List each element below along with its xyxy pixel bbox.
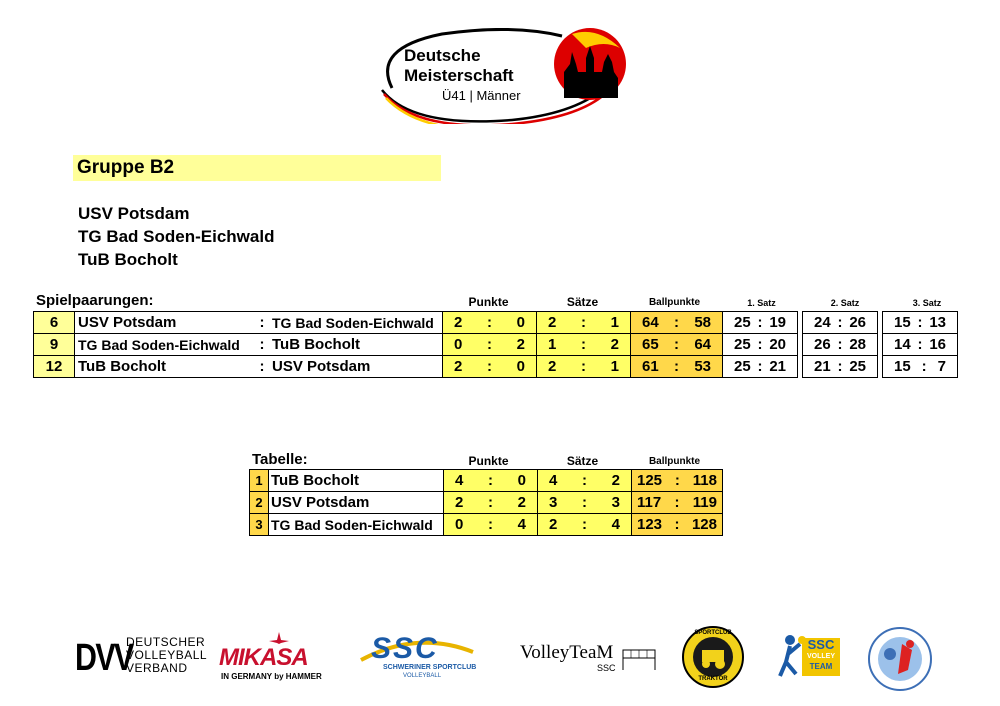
matches-points-header: Punkte	[468, 295, 509, 309]
sets-home: 2	[548, 314, 557, 331]
match-points: 0 : 2	[443, 334, 537, 356]
table-row	[34, 312, 958, 334]
match-separator: :	[259, 336, 265, 353]
ssc-subline-2: VOLLEYBALL	[403, 673, 442, 679]
standing-points: 2 : 2	[444, 492, 538, 514]
match-number: 9	[34, 334, 75, 356]
points-away: 0	[516, 314, 525, 331]
points-home: 2	[454, 358, 463, 375]
match-set3: 15 : 13	[883, 312, 958, 334]
table-row	[250, 470, 723, 492]
table-row	[250, 514, 723, 536]
volleyball-net-icon	[622, 646, 658, 672]
points-lost: 0	[517, 472, 526, 489]
match-ballpoints: 61 : 53	[631, 356, 723, 378]
standings-ballpoints-header: Ballpunkte	[648, 456, 701, 467]
volleyteam-logo	[520, 642, 660, 676]
dvv-line-2: VOLLEYBALL	[126, 648, 208, 662]
standing-team: TuB Bocholt	[269, 470, 444, 492]
sets-won: 3	[549, 494, 558, 511]
standing-team: USV Potsdam	[269, 492, 444, 514]
standing-ballpoints: 117 : 119	[632, 492, 723, 514]
traktor-bottom-text: TRAKTOR	[698, 676, 728, 682]
ballpoints-home: 64	[642, 314, 659, 331]
ssc-volleyteam-line-2: VOLLEY	[806, 653, 835, 660]
match-set2: 21 : 25	[803, 356, 878, 378]
standings-sets-header: Sätze	[566, 454, 599, 468]
set2-away: 28	[849, 336, 866, 353]
set1-away: 20	[769, 336, 786, 353]
matches-set3-header: 3. Satz	[912, 298, 942, 308]
table-row	[34, 334, 958, 356]
set2-away: 25	[849, 358, 866, 375]
dvv-line-1: DEUTSCHER	[126, 635, 206, 649]
ssc-volleyteam-logo	[776, 634, 842, 680]
set3-away: 7	[937, 358, 946, 375]
match-pairing	[75, 312, 443, 334]
set1-away: 19	[769, 314, 786, 331]
regional-association-seal	[866, 626, 934, 692]
set3-home: 15	[894, 358, 911, 375]
match-set3: 15 : 7	[883, 356, 958, 378]
match-number: 6	[34, 312, 75, 334]
match-away-team: USV Potsdam	[272, 358, 371, 375]
standing-team: TG Bad Soden-Eichwald	[269, 514, 444, 536]
standing-rank: 1	[250, 470, 269, 492]
standing-sets: 2 : 4	[538, 514, 632, 536]
match-set1: 25 : 19	[723, 312, 798, 334]
sets-home: 2	[548, 358, 557, 375]
traktor-top-text: SPORTCLUB	[694, 630, 732, 636]
ssc-volleyteam-line-3: TEAM	[809, 662, 833, 671]
ssc-subline-1: SCHWERINER SPORTCLUB	[383, 664, 477, 671]
ballpoints-won: 125	[637, 472, 663, 489]
set1-home: 25	[734, 314, 751, 331]
standings-points-header: Punkte	[468, 454, 509, 468]
sets-home: 1	[548, 336, 557, 353]
volleyteam-wordmark: VolleyTeaM	[520, 642, 614, 663]
match-away-team: TuB Bocholt	[272, 336, 361, 353]
set2-away: 26	[849, 314, 866, 331]
match-points: 2 : 0	[443, 312, 537, 334]
points-won: 4	[455, 472, 464, 489]
ballpoints-lost: 128	[691, 516, 717, 533]
ballpoints-lost: 118	[692, 472, 717, 489]
sets-away: 1	[610, 314, 619, 331]
sets-lost: 4	[611, 516, 620, 533]
matches-label: Spielpaarungen:	[36, 292, 154, 309]
match-sets: 2 : 1	[537, 312, 631, 334]
ballpoints-away: 64	[694, 336, 711, 353]
matches-set2-header: 2. Satz	[830, 298, 860, 308]
sets-lost: 3	[611, 494, 620, 511]
standing-ballpoints: 123 : 128	[632, 514, 723, 536]
sets-won: 4	[549, 472, 558, 489]
set1-home: 25	[734, 358, 751, 375]
match-home-team: TG Bad Soden-Eichwald	[78, 336, 240, 353]
logo-line-2: Meisterschaft	[404, 66, 514, 85]
mikasa-star-icon	[269, 632, 289, 644]
match-home-team: TuB Bocholt	[78, 358, 167, 375]
match-set2: 26 : 28	[803, 334, 878, 356]
standings-table	[249, 469, 723, 536]
matches-ballpoints-header: Ballpunkte	[648, 297, 701, 308]
ssc-wordmark: SSC	[371, 632, 439, 665]
match-set2: 24 : 26	[803, 312, 878, 334]
sets-away: 1	[610, 358, 619, 375]
points-home: 2	[454, 314, 463, 331]
sets-won: 2	[549, 516, 558, 533]
sets-away: 2	[610, 336, 619, 353]
points-away: 0	[516, 358, 525, 375]
match-number: 12	[34, 356, 75, 378]
matches-table	[33, 311, 958, 378]
match-set1: 25 : 20	[723, 334, 798, 356]
group-team-3: TuB Bocholt	[78, 250, 178, 269]
ssc-volleyteam-line-1: SSC	[807, 637, 835, 652]
match-set1: 25 : 21	[723, 356, 798, 378]
volleyteam-subline: SSC	[597, 663, 616, 673]
table-row	[250, 492, 723, 514]
standing-points: 0 : 4	[444, 514, 538, 536]
set3-away: 13	[929, 314, 946, 331]
points-away: 2	[516, 336, 525, 353]
match-sets: 1 : 2	[537, 334, 631, 356]
championship-logo	[372, 28, 630, 124]
standings-label: Tabelle:	[252, 451, 308, 468]
group-team-2: TG Bad Soden-Eichwald	[78, 227, 275, 246]
sponsor-footer	[70, 624, 950, 694]
points-won: 2	[455, 494, 464, 511]
match-pairing	[75, 356, 443, 378]
points-lost: 2	[517, 494, 526, 511]
sets-lost: 2	[611, 472, 620, 489]
dvv-logo-text	[126, 636, 207, 675]
ssc-volleyteam-box	[802, 638, 840, 676]
group-team-1: USV Potsdam	[78, 204, 190, 223]
points-won: 0	[455, 516, 464, 533]
match-home-team: USV Potsdam	[78, 314, 177, 331]
points-lost: 4	[517, 516, 526, 533]
standing-sets: 4 : 2	[538, 470, 632, 492]
standing-sets: 3 : 3	[538, 492, 632, 514]
ballpoints-lost: 119	[692, 494, 717, 511]
match-separator: :	[259, 314, 265, 331]
ballpoints-away: 58	[694, 314, 711, 331]
mikasa-wordmark: MIKASA	[219, 644, 308, 671]
standing-points: 4 : 0	[444, 470, 538, 492]
set3-home: 15	[894, 314, 911, 331]
ballpoints-won: 117	[637, 494, 662, 511]
set1-away: 21	[769, 358, 786, 375]
set2-home: 21	[814, 358, 831, 375]
ballpoints-away: 53	[694, 358, 711, 375]
matches-set1-header: 1. Satz	[747, 298, 776, 308]
match-ballpoints: 64 : 58	[631, 312, 723, 334]
logo-line-1: Deutsche	[404, 46, 481, 65]
mikasa-subline: IN GERMANY by HAMMER	[221, 672, 322, 681]
dvv-logo-mark: DVV	[75, 637, 133, 679]
match-sets: 2 : 1	[537, 356, 631, 378]
standing-ballpoints: 125 : 118	[632, 470, 723, 492]
ssc-logo	[357, 630, 475, 682]
standing-rank: 2	[250, 492, 269, 514]
traktor-logo	[680, 626, 746, 688]
set2-home: 24	[814, 314, 831, 331]
match-set3: 14 : 16	[883, 334, 958, 356]
matches-sets-header: Sätze	[566, 295, 599, 309]
match-points: 2 : 0	[443, 356, 537, 378]
table-row	[34, 356, 958, 378]
set3-home: 14	[894, 336, 911, 353]
ballpoints-home: 61	[642, 358, 659, 375]
set3-away: 16	[929, 336, 946, 353]
set1-home: 25	[734, 336, 751, 353]
match-away-team: TG Bad Soden-Eichwald	[272, 314, 434, 331]
points-home: 0	[454, 336, 463, 353]
match-ballpoints: 65 : 64	[631, 334, 723, 356]
dvv-line-3: VERBAND	[126, 661, 188, 675]
match-pairing	[75, 334, 443, 356]
standing-rank: 3	[250, 514, 269, 536]
ballpoints-won: 123	[637, 516, 663, 533]
ballpoints-home: 65	[642, 336, 659, 353]
association-seal-icon	[866, 626, 934, 692]
match-separator: :	[259, 358, 265, 375]
group-title: Gruppe B2	[73, 155, 441, 181]
logo-line-3: Ü41 | Männer	[442, 88, 521, 103]
set2-home: 26	[814, 336, 831, 353]
